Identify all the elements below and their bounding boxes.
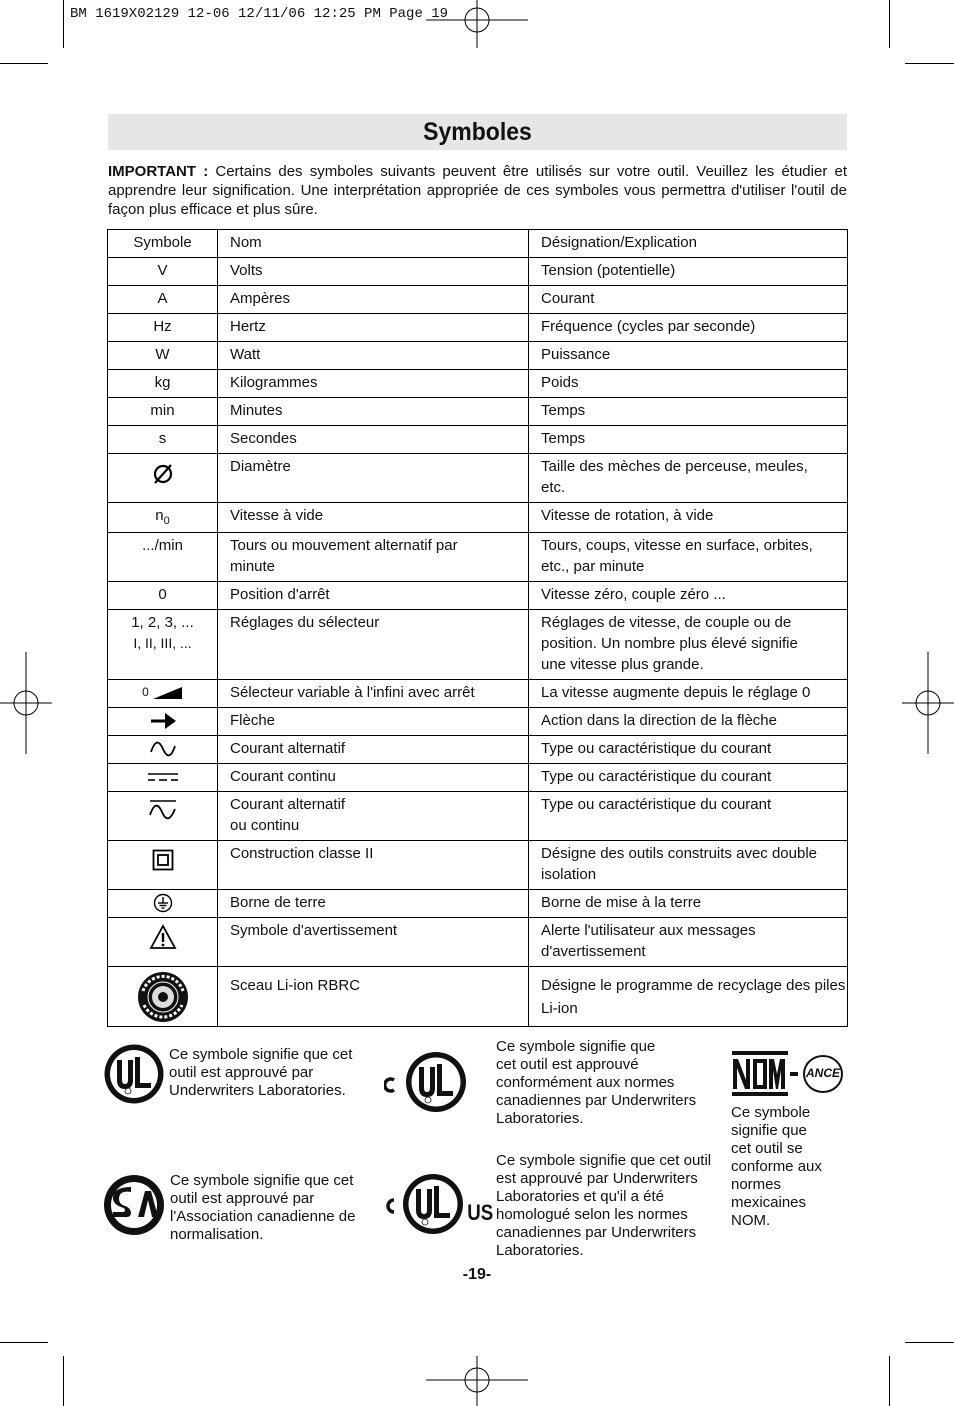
desc-cell: Type ou caractéristique du courant: [529, 792, 848, 841]
desc-cell: Courant: [529, 286, 848, 314]
cul-caption: [496, 1038, 721, 1128]
table-row: [108, 398, 848, 426]
name-cell: Diamètre: [218, 454, 529, 503]
caption-line: conformément aux normes: [496, 1074, 675, 1091]
registration-mark-bottom: [426, 1356, 528, 1406]
csa-logo-icon: [103, 1173, 165, 1237]
symbol-cell: [108, 841, 218, 890]
table-row: [108, 680, 848, 708]
variable-speed-icon: [153, 686, 183, 700]
desc-line: Réglages de vitesse, de couple ou de: [541, 614, 792, 631]
name-line: minute: [230, 558, 276, 575]
desc-cell: Vitesse de rotation, à vide: [529, 503, 848, 533]
desc-line: d'avertissement: [541, 943, 646, 960]
caption-line: mexicaines: [731, 1194, 807, 1211]
table-row: [108, 708, 848, 736]
name-cell: Réglages du sélecteur: [218, 610, 529, 680]
symbol-cell: [108, 454, 218, 503]
desc-cell: Type ou caractéristique du courant: [529, 764, 848, 792]
caption-line: cet outil se: [731, 1140, 803, 1157]
header-symbol: Symbole: [108, 230, 218, 258]
table-row: [108, 503, 848, 533]
table-row: [108, 918, 848, 967]
direct-current-icon: [147, 771, 179, 783]
symbol-cell: [108, 610, 218, 680]
desc-line: etc.: [541, 479, 566, 496]
table-row: [108, 736, 848, 764]
caption-line: outil est approuvé par: [169, 1064, 314, 1081]
name-cell: [218, 533, 529, 582]
symbol-cell: [108, 736, 218, 764]
name-cell: Courant continu: [218, 764, 529, 792]
table-row: [108, 890, 848, 918]
desc-cell: Puissance: [529, 342, 848, 370]
name-cell: Volts: [218, 258, 529, 286]
caption-line: canadiennes par Underwriters: [496, 1224, 697, 1241]
name-line: Tours ou mouvement alternatif par: [230, 537, 458, 554]
desc-cell: Vitesse zéro, couple zéro ...: [529, 582, 848, 610]
registration-mark-left: [0, 652, 52, 754]
rbrc-seal-icon: [137, 971, 189, 1023]
symbol-line: I, II, III, ...: [133, 635, 192, 651]
desc-line: etc., par minute: [541, 558, 645, 575]
name-cell: Secondes: [218, 426, 529, 454]
desc-cell: Action dans la direction de la flèche: [529, 708, 848, 736]
desc-line: Alerte l'utilisateur aux messages: [541, 922, 756, 939]
caption-line: Laboratories.: [496, 1242, 584, 1259]
ance-mark: ANCE: [806, 1066, 841, 1080]
desc-cell: [529, 918, 848, 967]
desc-cell: [529, 841, 848, 890]
desc-cell: Poids: [529, 370, 848, 398]
symbol-cell: .../min: [108, 533, 218, 582]
symbol-cell: [108, 792, 218, 841]
warning-icon: [149, 924, 177, 950]
desc-cell: [529, 967, 848, 1027]
page-number: -19-: [462, 1266, 492, 1283]
nom-caption: [731, 1104, 841, 1230]
name-line: ou continu: [230, 817, 300, 834]
symbols-table: [107, 229, 848, 1027]
name-line: Courant alternatif: [230, 796, 346, 813]
desc-cell: [529, 454, 848, 503]
desc-line: Tours, coups, vitesse en surface, orbites,: [541, 537, 813, 554]
name-cell: Position d'arrêt: [218, 582, 529, 610]
symbol-cell: [108, 918, 218, 967]
earth-terminal-icon: [153, 893, 173, 913]
symbol-cell: [108, 764, 218, 792]
caption-line: Ce symbole signifie que cet: [169, 1046, 353, 1063]
header-desc: Désignation/Explication: [529, 230, 848, 258]
symbol-cell: [108, 680, 218, 708]
name-cell: Flèche: [218, 708, 529, 736]
name-cell: Hertz: [218, 314, 529, 342]
caption-line: signifie que: [731, 1122, 807, 1139]
table-row: [108, 533, 848, 582]
table-row: [108, 426, 848, 454]
caption-line: Ce symbole signifie que: [496, 1038, 656, 1055]
ac-dc-icon: [148, 798, 178, 822]
table-row: [108, 582, 848, 610]
symbol-cell: 0: [108, 582, 218, 610]
arrow-icon: [149, 712, 177, 730]
caption-line: Laboratories.: [496, 1110, 584, 1127]
caption-line: Underwriters Laboratories.: [169, 1082, 346, 1099]
desc-line: Li-ion: [541, 1000, 578, 1017]
page-title: Symboles: [423, 118, 532, 146]
table-row: [108, 314, 848, 342]
symbol-cell: W: [108, 342, 218, 370]
desc-cell: Type ou caractéristique du courant: [529, 736, 848, 764]
caption-line: conforme aux: [731, 1158, 822, 1175]
name-cell: Borne de terre: [218, 890, 529, 918]
header-name: Nom: [218, 230, 529, 258]
name-cell: Construction classe II: [218, 841, 529, 890]
caption-line: homologué selon les normes: [496, 1206, 688, 1223]
name-cell: Symbole d'avertissement: [218, 918, 529, 967]
cul-logo-icon: [384, 1050, 468, 1116]
caption-line: est approuvé par Underwriters: [496, 1170, 698, 1187]
table-row: [108, 286, 848, 314]
ul-logo-icon: [103, 1043, 165, 1105]
desc-line: Désigne des outils construits avec double: [541, 845, 817, 862]
desc-cell: [529, 533, 848, 582]
caption-line: cet outil est approuvé: [496, 1056, 639, 1073]
diameter-icon: [151, 462, 175, 486]
desc-line: position. Un nombre plus élevé signifie: [541, 635, 798, 652]
table-row: [108, 967, 848, 1027]
intro-lead: IMPORTANT :: [108, 163, 209, 180]
culus-caption: [496, 1152, 721, 1260]
symbol-cell: V: [108, 258, 218, 286]
desc-cell: Temps: [529, 426, 848, 454]
name-cell: Ampères: [218, 286, 529, 314]
symbol-cell: Hz: [108, 314, 218, 342]
desc-cell: La vitesse augmente depuis le réglage 0: [529, 680, 848, 708]
us-mark: US: [467, 1200, 494, 1225]
symbol-text: n: [155, 507, 164, 524]
name-cell: Vitesse à vide: [218, 503, 529, 533]
desc-cell: [529, 610, 848, 680]
table-row: [108, 342, 848, 370]
caption-line: NOM.: [731, 1212, 771, 1229]
symbol-cell: min: [108, 398, 218, 426]
desc-line: Taille des mèches de perceuse, meules,: [541, 458, 808, 475]
name-cell: Sceau Li-ion RBRC: [218, 967, 529, 1027]
symbol-cell: kg: [108, 370, 218, 398]
name-cell: Kilogrammes: [218, 370, 529, 398]
caption-line: l'Association canadienne de: [170, 1208, 356, 1225]
table-header-row: [108, 230, 848, 258]
symbol-cell: [108, 967, 218, 1027]
caption-line: Laboratories et qu'il a été: [496, 1188, 664, 1205]
desc-cell: Borne de mise à la terre: [529, 890, 848, 918]
table-row: [108, 792, 848, 841]
table-row: [108, 370, 848, 398]
table-row: [108, 610, 848, 680]
caption-line: Ce symbole signifie que cet outil: [496, 1152, 712, 1169]
caption-line: Ce symbole: [731, 1104, 811, 1121]
ul-caption: [169, 1046, 359, 1100]
registration-mark-right: [902, 652, 954, 754]
intro-text: Certains des symboles suivants peuvent être utilisés sur votre outil. Veuillez les étudier et apprendre leur signification. Une interprétation appropriée de ces symboles vous permettra d'utiliser l'outil de façon plus efficace et plus sûre.: [108, 163, 847, 218]
desc-cell: Tension (potentielle): [529, 258, 848, 286]
caption-line: canadiennes par Underwriters: [496, 1092, 697, 1109]
symbol-subscript: 0: [163, 515, 170, 527]
symbol-cell: A: [108, 286, 218, 314]
desc-cell: Fréquence (cycles par seconde): [529, 314, 848, 342]
symbol-cell: [108, 890, 218, 918]
caption-line: normalisation.: [170, 1226, 264, 1243]
class-ii-icon: [152, 849, 174, 871]
intro-paragraph: [108, 162, 847, 219]
table-row: [108, 258, 848, 286]
desc-cell: Temps: [529, 398, 848, 426]
name-cell: Courant alternatif: [218, 736, 529, 764]
desc-line: une vitesse plus grande.: [541, 656, 704, 673]
caption-line: normes: [731, 1176, 782, 1193]
alternating-current-icon: [149, 740, 177, 758]
name-cell: Minutes: [218, 398, 529, 426]
symbol-cell: [108, 708, 218, 736]
table-row: [108, 764, 848, 792]
table-row: [108, 454, 848, 503]
symbol-cell: [108, 503, 218, 533]
symbol-line: 1, 2, 3, ...: [131, 614, 194, 631]
caption-line: outil est approuvé par: [170, 1190, 315, 1207]
caption-line: Ce symbole signifie que cet: [170, 1172, 354, 1189]
table-row: [108, 841, 848, 890]
name-cell: Watt: [218, 342, 529, 370]
name-cell: [218, 792, 529, 841]
print-slug: BM 1619X02129 12-06 12/11/06 12:25 PM Page 19: [70, 6, 449, 22]
symbol-cell: s: [108, 426, 218, 454]
csa-caption: [170, 1172, 370, 1244]
name-cell: Sélecteur variable à l'infini avec arrêt: [218, 680, 529, 708]
desc-line: isolation: [541, 866, 597, 883]
variable-speed-zero: 0: [142, 685, 149, 699]
desc-line: Désigne le programme de recyclage des piles: [541, 977, 846, 994]
